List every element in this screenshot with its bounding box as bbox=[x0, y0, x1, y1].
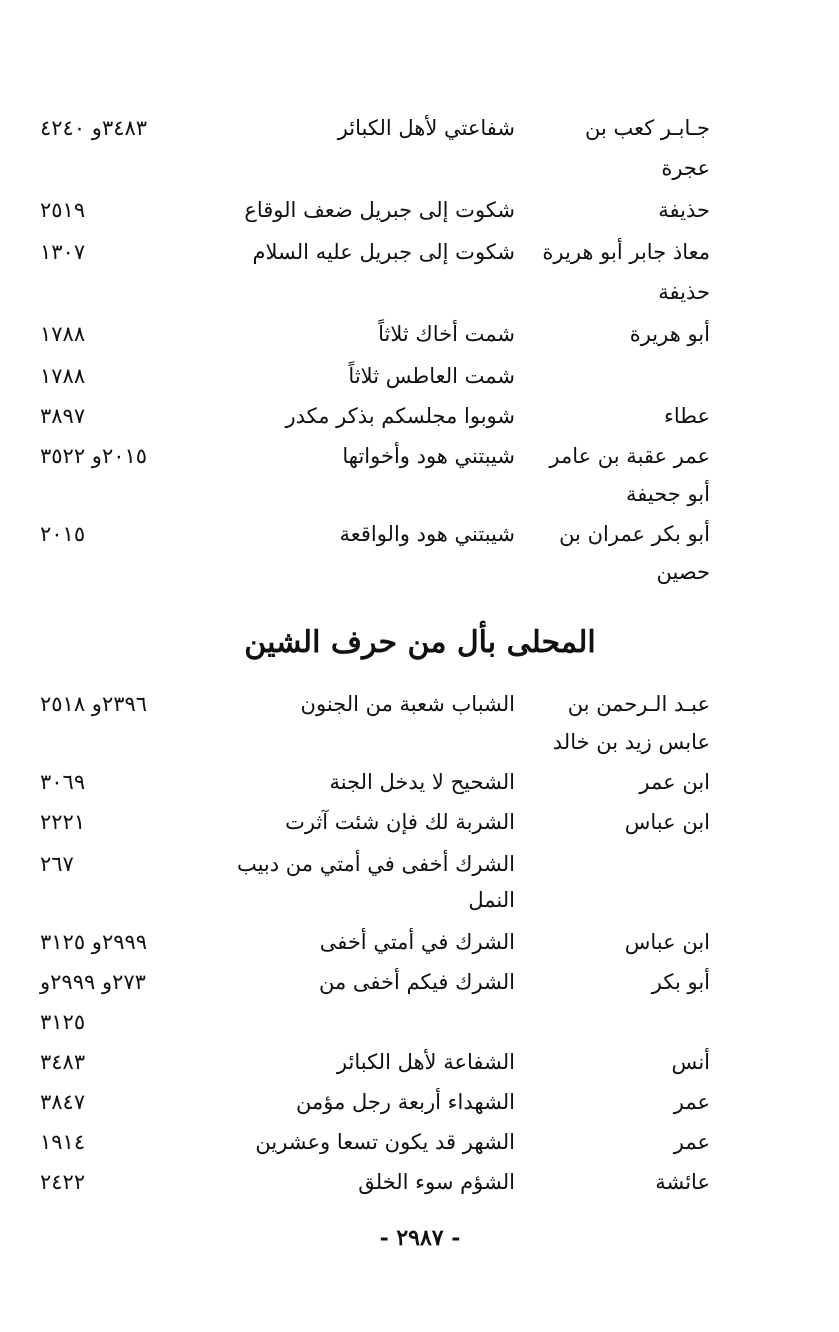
narrator: عمر bbox=[673, 1130, 710, 1154]
index-row bbox=[40, 802, 710, 842]
narrator: حصين bbox=[656, 560, 710, 584]
reference-numbers: ٣٠٦٩ bbox=[40, 770, 86, 794]
reference-numbers: ١٩١٤ bbox=[40, 1130, 86, 1154]
narrator: أبو بكر عمران بن bbox=[559, 522, 710, 546]
index-row bbox=[40, 684, 710, 724]
narrator-continuation bbox=[40, 148, 710, 188]
narrator: ابن عباس bbox=[624, 810, 710, 834]
narrator-continuation bbox=[40, 722, 710, 762]
reference-numbers: ٣٨٤٧ bbox=[40, 1090, 86, 1114]
reference-numbers: ٢٦٧ bbox=[40, 852, 74, 876]
index-row bbox=[40, 922, 710, 962]
hadith-text: شمت العاطس ثلاثاً bbox=[348, 364, 515, 388]
narrator: عمر bbox=[673, 1090, 710, 1114]
index-row bbox=[40, 396, 710, 436]
index-row bbox=[40, 762, 710, 802]
narrator-continuation bbox=[40, 272, 710, 312]
hadith-text: الشرك فيكم أخفى من bbox=[318, 970, 515, 994]
narrator: عمر عقبة بن عامر bbox=[549, 444, 710, 468]
section-heading: المحلى بأل من حرف الشين bbox=[244, 625, 596, 660]
narrator: جـابـر كعب بن bbox=[584, 116, 710, 140]
hadith-text: الشهداء أربعة رجل مؤمن bbox=[296, 1090, 515, 1114]
narrator: عابس زيد بن خالد bbox=[552, 730, 710, 754]
hadith-text: شمت أخاك ثلاثاً bbox=[378, 322, 515, 346]
narrator: أبو بكر bbox=[651, 970, 710, 994]
narrator: عجرة bbox=[661, 156, 710, 180]
index-row bbox=[40, 1162, 710, 1202]
index-row bbox=[40, 314, 710, 354]
hadith-text: شكوت إلى جبريل ضعف الوقاع bbox=[244, 198, 515, 222]
reference-numbers: ٣١٢٥ bbox=[40, 1010, 86, 1034]
narrator: أنس bbox=[671, 1050, 710, 1074]
hadith-text: شفاعتي لأهل الكبائر bbox=[337, 116, 515, 140]
narrator-continuation bbox=[40, 474, 710, 514]
reference-numbers: ١٧٨٨ bbox=[40, 364, 86, 388]
reference-numbers: ٣٤٨٣و ٤٢٤٠ bbox=[40, 116, 148, 140]
page-number: - ٢٩٨٧ - bbox=[379, 1225, 461, 1251]
reference-numbers: ٣٤٨٣ bbox=[40, 1050, 86, 1074]
index-row bbox=[40, 1042, 710, 1082]
index-row bbox=[40, 844, 710, 884]
narrator-continuation bbox=[40, 552, 710, 592]
reference-numbers: ٢٠١٥ bbox=[40, 522, 86, 546]
narrator: عطاء bbox=[663, 404, 710, 428]
narrator: معاذ جابر أبو هريرة bbox=[542, 240, 710, 264]
index-row bbox=[40, 1122, 710, 1162]
hadith-text: شيبتني هود والواقعة bbox=[339, 522, 515, 546]
reference-numbers: ٢٢٢١ bbox=[40, 810, 86, 834]
reference-numbers: ١٧٨٨ bbox=[40, 322, 86, 346]
reference-numbers: ١٣٠٧ bbox=[40, 240, 86, 264]
hadith-text: النمل bbox=[468, 888, 515, 912]
reference-numbers: ٢٣٩٦و ٢٥١٨ bbox=[40, 692, 148, 716]
hadith-text: الشهر قد يكون تسعا وعشرين bbox=[255, 1130, 515, 1154]
hadith-text: شيبتني هود وأخواتها bbox=[342, 444, 515, 468]
hadith-text: الشرك أخفى في أمتي من دبيب bbox=[236, 852, 515, 876]
hadith-text: الشفاعة لأهل الكبائر bbox=[336, 1050, 515, 1074]
reference-numbers: ٢٤٢٢ bbox=[40, 1170, 86, 1194]
index-row bbox=[40, 190, 710, 230]
reference-numbers: ٢٠١٥و ٣٥٢٢ bbox=[40, 444, 148, 468]
index-row bbox=[40, 514, 710, 554]
hadith-text: الشربة لك فإن شئت آثرت bbox=[285, 810, 515, 834]
index-row bbox=[40, 962, 710, 1002]
reference-numbers: ٢٧٣و ٢٩٩٩و bbox=[40, 970, 146, 994]
hadith-text: الشباب شعبة من الجنون bbox=[300, 692, 515, 716]
narrator: عبـد الـرحمن بن bbox=[567, 692, 710, 716]
reference-numbers: ٣٨٩٧ bbox=[40, 404, 86, 428]
index-row bbox=[40, 108, 710, 148]
narrator: ابن عباس bbox=[624, 930, 710, 954]
narrator: حذيفة bbox=[658, 280, 710, 304]
narrator: حذيفة bbox=[658, 198, 710, 222]
hadith-text: الشرك في أمتي أخفى bbox=[319, 930, 515, 954]
index-row bbox=[40, 436, 710, 476]
reference-continuation bbox=[40, 1002, 710, 1042]
hadith-text: الشؤم سوء الخلق bbox=[358, 1170, 515, 1194]
hadith-text: شكوت إلى جبريل عليه السلام bbox=[252, 240, 515, 264]
narrator: أبو جحيفة bbox=[626, 482, 710, 506]
narrator: عائشة bbox=[655, 1170, 710, 1194]
narrator: ابن عمر bbox=[639, 770, 710, 794]
narrator: أبو هريرة bbox=[629, 322, 710, 346]
hadith-text: الشحيح لا يدخل الجنة bbox=[329, 770, 515, 794]
hadith-text: شوبوا مجلسكم بذكر مكدر bbox=[285, 404, 515, 428]
reference-numbers: ٢٩٩٩و ٣١٢٥ bbox=[40, 930, 148, 954]
reference-numbers: ٢٥١٩ bbox=[40, 198, 86, 222]
text-continuation bbox=[40, 880, 710, 920]
index-row bbox=[40, 1082, 710, 1122]
index-row bbox=[40, 232, 710, 272]
index-row bbox=[40, 356, 710, 396]
